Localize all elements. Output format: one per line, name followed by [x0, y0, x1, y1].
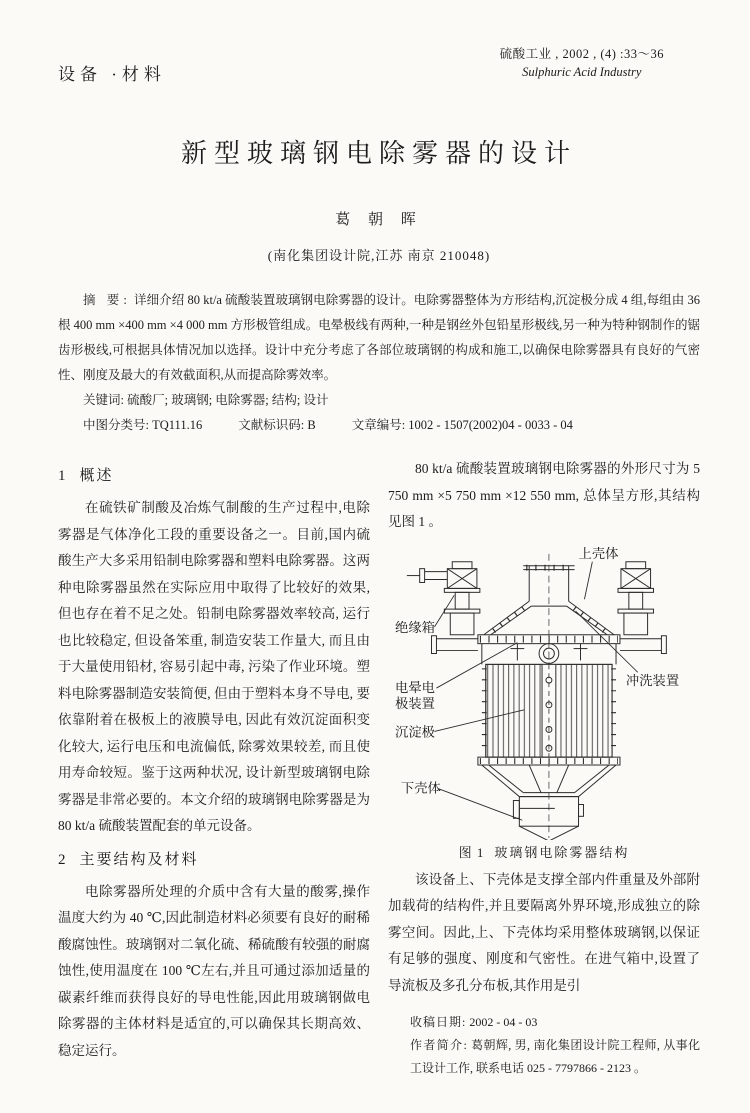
abstract-paragraph	[58, 288, 700, 388]
author-bio-label: 作者简介:	[410, 1038, 468, 1052]
classification-line	[58, 413, 700, 438]
figure-1-caption	[388, 842, 700, 861]
section-1-paragraph: 在硫铁矿制酸及冶炼气制酸的生产过程中,电除雾器是气体净化工段的重要设备之一。目前,国内硫酸生产大多采用铅制电除雾器和塑料电除雾器。这两种电除雾器虽然在实际应用中取得了比较好的效果, 但也存在着不足之处。铅制电除雾器效率较高, 运行也比较稳定, 但设备笨重, 制造安装工作量大, 而且由于大量使用铅材, 容易引起中毒, 污染了作业环境。塑料电除雾器制造安装简便, 但由于塑料本身不导电, 要依靠附着在极板上的液膜导电, 因此有效沉淀面积变化较大, 运行电压和电流偏低, 除雾效果较差, 而且使用寿命较短。鉴于这两种状况, 设计新型玻璃钢电除雾器是非常必要的。本文介绍的玻璃钢电除雾器是为 80 kt/a 硫酸装置配套的单元设备。	[58, 500, 370, 833]
journal-citation: 硫酸工业 , 2002 , (4) :33～36	[499, 47, 664, 61]
author-name: 葛 朝 晖	[335, 212, 423, 228]
left-column	[58, 456, 370, 1080]
author-bio-line	[410, 1034, 700, 1080]
doc-code-label: 文献标识码:	[238, 418, 305, 432]
doc-code-value: B	[307, 418, 316, 432]
section-2-paragraph: 电除雾器所处理的介质中含有大量的酸雾,操作温度大约为 40 ℃,因此制造材料必须要有良好的耐稀酸腐蚀性。玻璃钢对二氧化硫、稀硫酸有较强的耐腐蚀性,使用温度在 100 ℃左右,并且可通过添加适量的碳素纤维而获得良好的导电性能,因此用玻璃钢做电除雾器的主体材料是适宜的,可以确保其长期高效、稳定运行。	[58, 883, 370, 1058]
doc-code-pair	[238, 418, 315, 432]
figure-label-corona-electrode-line2: 极装置	[395, 695, 435, 711]
figure-1	[388, 544, 700, 861]
column-section-label: 设备 ·材料	[58, 65, 166, 84]
figure-label-top-shell: 上壳体	[578, 545, 619, 561]
figure-1-caption-text: 玻璃钢电除雾器结构	[494, 844, 630, 860]
figure-label-bottom-shell: 下壳体	[400, 780, 441, 796]
section-1-heading	[58, 464, 370, 485]
section-2-heading	[58, 848, 370, 869]
author-affiliation: (南化集团设计院,江苏 南京 210048)	[267, 248, 491, 263]
figure-label-flushing-device: 冲洗装置	[625, 672, 680, 688]
page-header	[58, 44, 700, 85]
keywords-text: 硫酸厂; 玻璃钢; 电除雾器; 结构; 设计	[127, 393, 329, 407]
author-bio-value: 葛朝辉, 男, 南化集团设计院工程师, 从事化工设计工作, 联系电话 025 - 7797866 - 2123 。	[410, 1038, 700, 1075]
right-paragraph-dimensions: 80 kt/a 硫酸装置玻璃钢电除雾器的外形尺寸为 5 750 mm ×5 750 mm ×12 550 mm, 总体呈方形,其结构见图 1 。	[388, 461, 700, 529]
section-1-title: 概述	[79, 468, 114, 484]
clc-label: 中图分类号:	[83, 418, 149, 432]
clc-pair	[83, 418, 202, 432]
article-title: 新型玻璃钢电除雾器的设计	[180, 139, 577, 168]
right-column	[388, 456, 700, 1080]
two-column-body	[58, 456, 700, 1080]
abstract-label: 摘 要:	[83, 293, 131, 307]
section-1-number: 1	[58, 468, 66, 484]
abstract-text: 详细介绍 80 kt/a 硫酸装置玻璃钢电除雾器的设计。电除雾器整体为方形结构,沉淀极分成 4 组,每组由 36 根 400 mm ×400 mm ×4 000 mm 方形极管组成。电晕极线有两种,一种是钢丝外包铅星形极线,另一种为特种钢制作的锯齿形极线,可根据具体情况加以选择。设计中充分考虑了各部位玻璃钢的构成和施工,以确保电除雾器具有良好的气密性、刚度及最大的有效截面积,从而提高除雾效率。	[58, 293, 700, 382]
received-date-value: 2002 - 04 - 03	[469, 1015, 538, 1029]
figure-1-drawing	[391, 544, 697, 840]
journal-name-english: Sulphuric Acid Industry	[522, 65, 642, 79]
article-no-value: 1002 - 1507(2002)04 - 0033 - 04	[408, 418, 573, 432]
figure-label-corona-electrode-line1: 电晕电	[395, 679, 435, 695]
demister-drawing	[407, 553, 666, 839]
article-no-pair	[352, 418, 573, 432]
received-date-line	[410, 1011, 700, 1034]
received-date-label: 收稿日期:	[410, 1015, 467, 1029]
section-2-number: 2	[58, 851, 66, 868]
keywords-label: 关键词:	[83, 393, 124, 407]
article-no-label: 文章编号:	[351, 418, 406, 432]
journal-info	[500, 44, 664, 80]
right-paragraph-shell: 该设备上、下壳体是支撑全部内件重量及外部附加载荷的结构件,并且要隔离外界环境,形成独立的除雾空间。因此,上、下壳体均采用整体玻璃钢,以保证有足够的强度、刚度和气密性。在进气箱中,设置了导流板及多孔分布板,其作用是引	[388, 871, 700, 993]
figure-label-insulator-box: 绝缘箱	[395, 619, 435, 635]
figure-1-number: 图 1	[458, 844, 485, 860]
section-2-title: 主要结构及材料	[79, 851, 199, 868]
footnote-block	[388, 1011, 700, 1080]
keywords-line	[58, 388, 700, 413]
figure-label-precipitating-plate: 沉淀极	[395, 723, 435, 739]
clc-value: TQ111.16	[152, 418, 203, 432]
